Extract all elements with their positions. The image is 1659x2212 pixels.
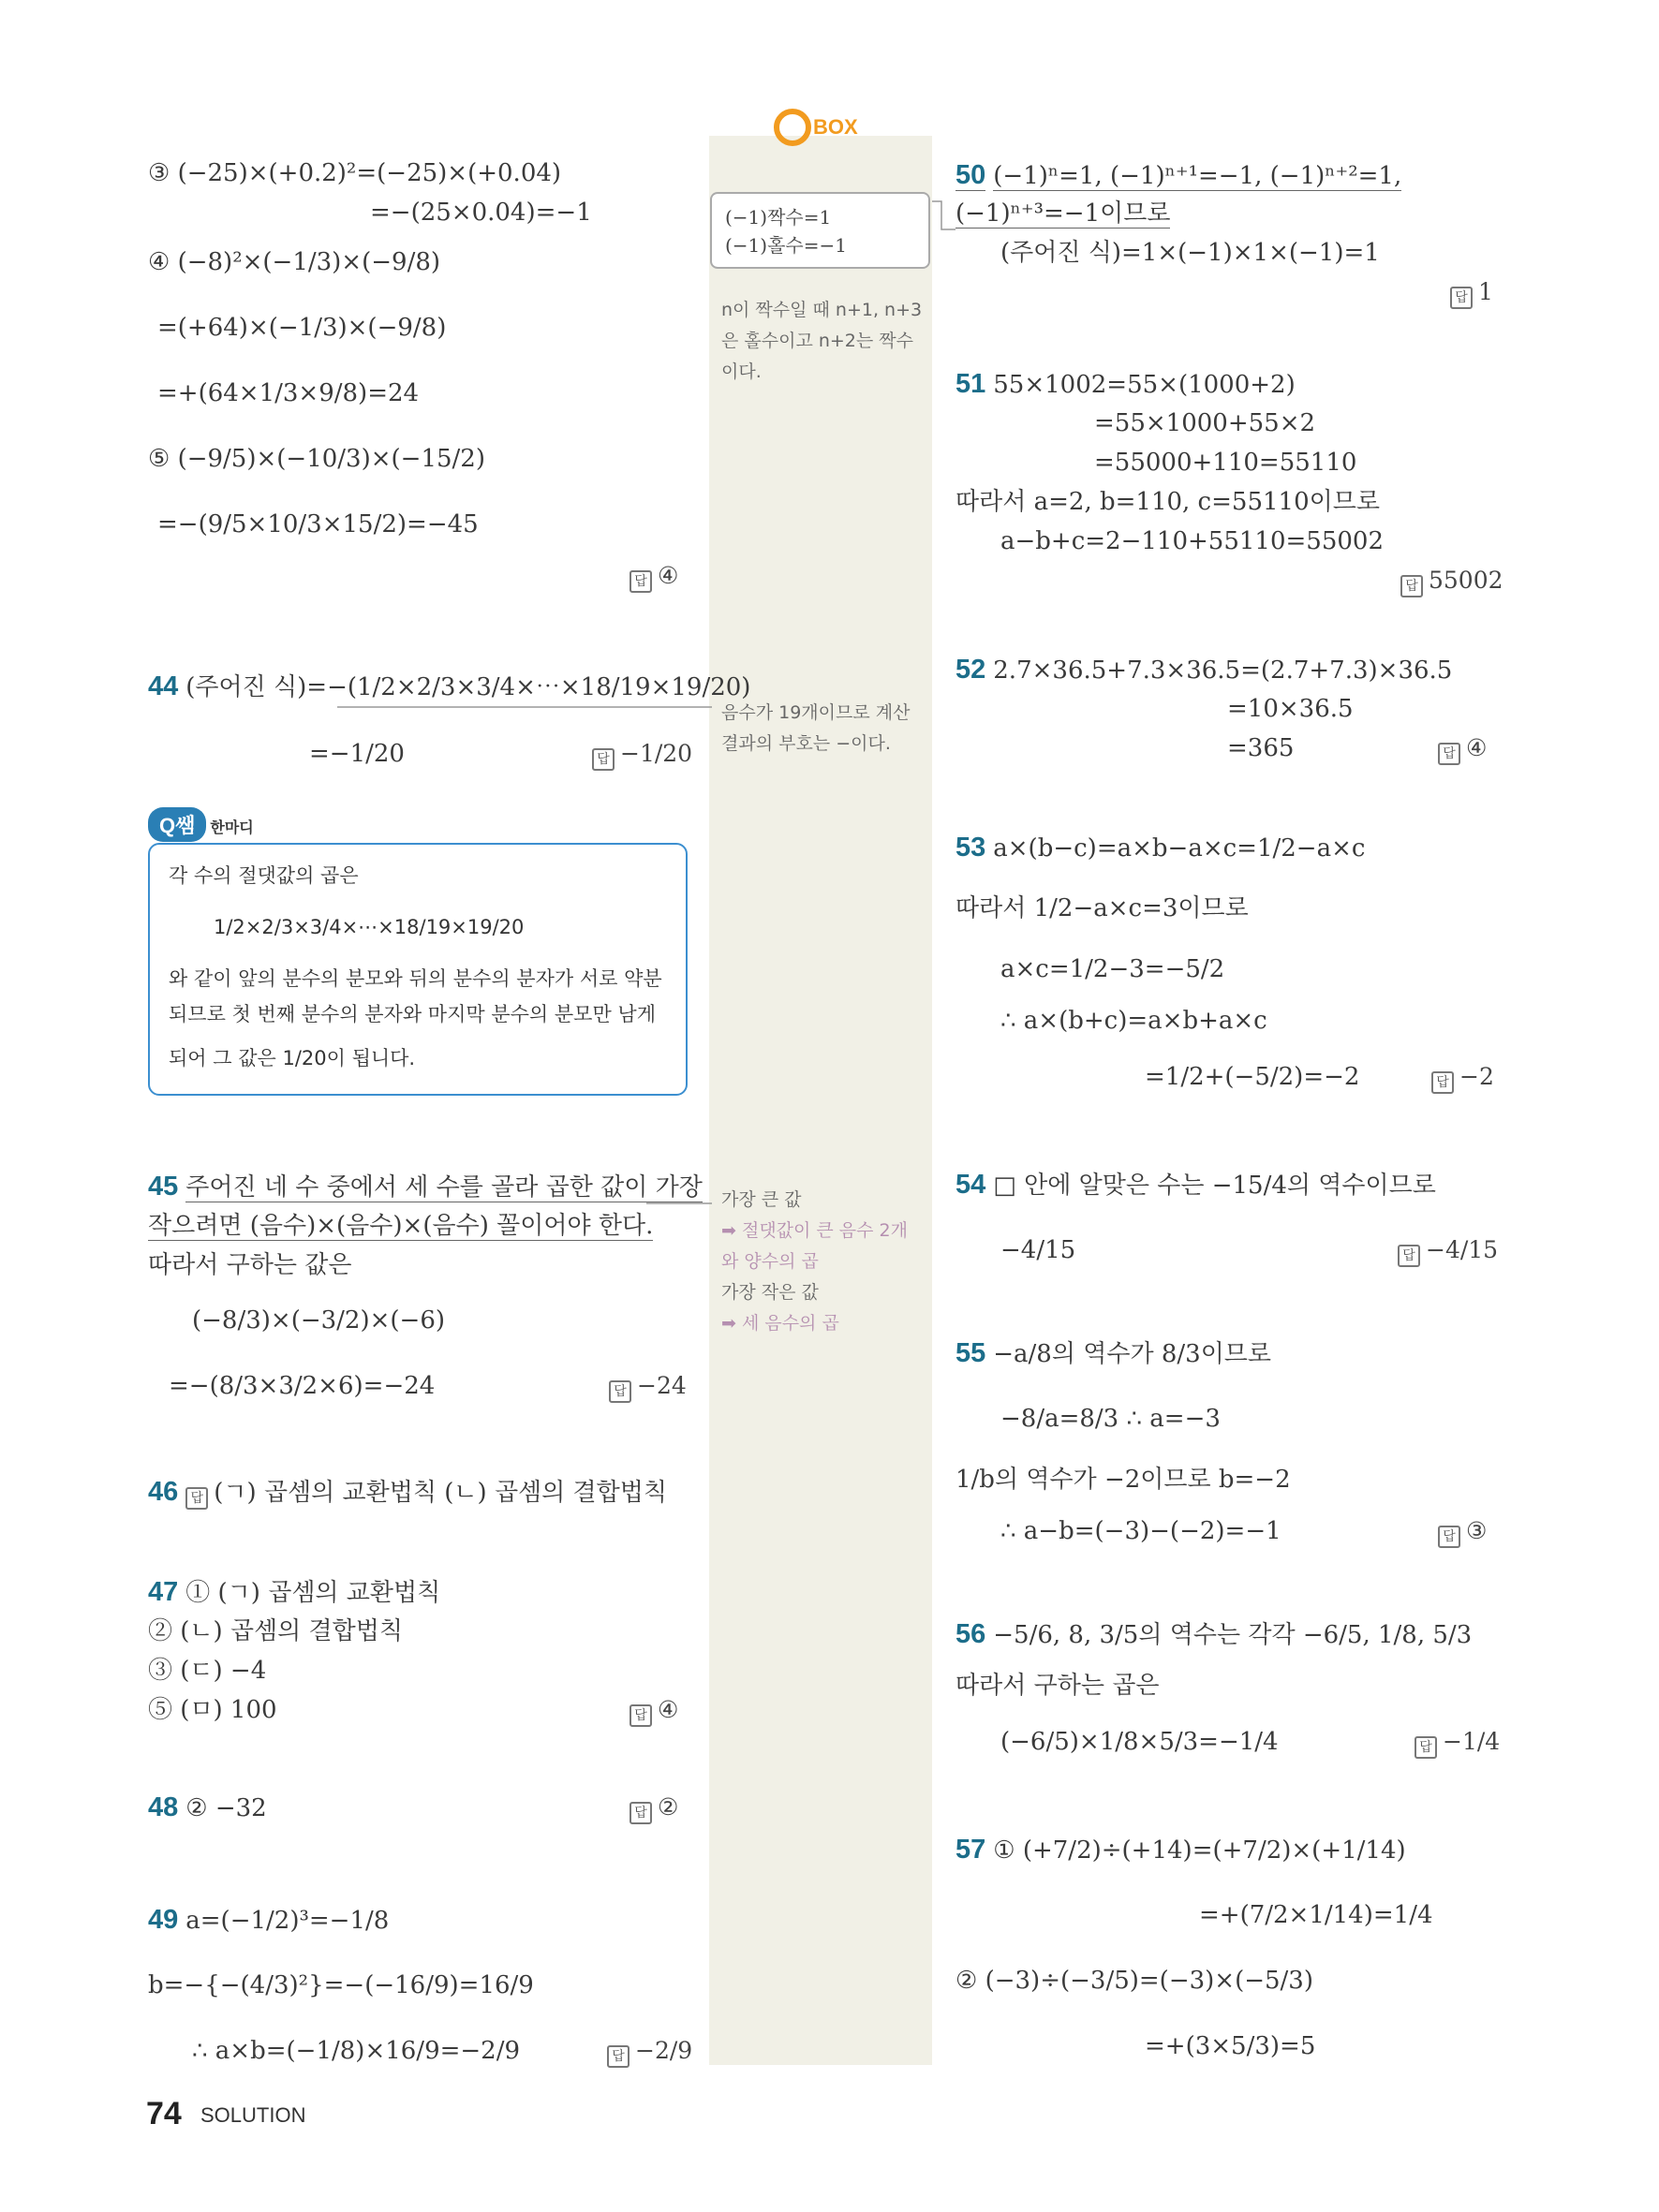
rule-even: (−1)짝수=1 bbox=[725, 206, 832, 229]
rule-odd: (−1)홀수=−1 bbox=[725, 234, 847, 257]
problem-49-line3: ∴ a×b=(−1/8)×16/9=−2/9 bbox=[192, 2037, 521, 2065]
problem-number: 46 bbox=[148, 1477, 179, 1507]
problem-57-line4: =+(3×5/3)=5 bbox=[1145, 2032, 1316, 2060]
answer-45: 답 −24 bbox=[609, 1372, 687, 1403]
p50-text: (−1)ⁿ=1, (−1)ⁿ⁺¹=−1, (−1)ⁿ⁺²=1, bbox=[993, 162, 1402, 190]
problem-45-line5: =−(8/3×3/2×6)=−24 bbox=[169, 1372, 436, 1400]
problem-53-line5: =1/2+(−5/2)=−2 bbox=[1145, 1063, 1360, 1091]
answer-48: 답 ② bbox=[630, 1793, 678, 1824]
problem-57-line2: =+(7/2×1/14)=1/4 bbox=[1199, 1901, 1433, 1929]
p51-text: 55×1002=55×(1000+2) bbox=[993, 371, 1296, 399]
p56-text: −5/6, 8, 3/5의 역수는 각각 −6/5, 1/8, 5/3 bbox=[993, 1621, 1473, 1649]
answer-49: 답 −2/9 bbox=[607, 2037, 692, 2068]
answer-icon: 답 bbox=[630, 1802, 652, 1824]
tip-line5: 되어 그 값은 1/20이 됩니다. bbox=[169, 1047, 416, 1069]
problem-50-line3: (주어진 식)=1×(−1)×1×(−1)=1 bbox=[1000, 239, 1380, 267]
tip-line1: 각 수의 절댓값의 곱은 bbox=[169, 864, 359, 887]
answer-43: 답 ④ bbox=[630, 562, 678, 593]
p53-text: a×(b−c)=a×b−a×c=1/2−a×c bbox=[993, 834, 1366, 863]
problem-47-line3: ③ (ㄷ) −4 bbox=[148, 1657, 267, 1685]
p54-text: □ 안에 알맞은 수는 −15/4의 역수이므로 bbox=[993, 1172, 1436, 1200]
problem-52-line3: =365 bbox=[1227, 734, 1295, 762]
tip-line4: 되므로 첫 번째 분수의 분자와 마지막 분수의 분모만 남게 bbox=[169, 1003, 656, 1025]
problem-number: 54 bbox=[955, 1170, 986, 1200]
problem-53-line4: ∴ a×(b+c)=a×b+a×c bbox=[1000, 1007, 1267, 1035]
problem-number: 44 bbox=[148, 671, 179, 701]
answer-icon: 답 bbox=[607, 2045, 630, 2068]
p43-line7: =−(9/5×10/3×15/2)=−45 bbox=[157, 510, 479, 538]
p43-line2: =−(25×0.04)=−1 bbox=[370, 199, 592, 227]
problem-47-line4: ⑤ (ㅁ) 100 bbox=[148, 1696, 277, 1724]
problem-51-line4: 따라서 a=2, b=110, c=55110이므로 bbox=[955, 488, 1380, 516]
answer-icon: 답 bbox=[630, 570, 652, 593]
answer-icon: 답 bbox=[1400, 575, 1423, 597]
p46-text: (ㄱ) 곱셈의 교환법칙 (ㄴ) 곱셈의 결합법칙 bbox=[214, 1479, 668, 1507]
problem-number: 45 bbox=[148, 1172, 179, 1202]
problem-number: 50 bbox=[955, 160, 986, 190]
problem-number: 55 bbox=[955, 1338, 986, 1368]
tip-line2: 1/2×2/3×3/4×⋯×18/19×19/20 bbox=[214, 916, 525, 938]
answer-55: 답 ③ bbox=[1438, 1517, 1487, 1548]
problem-52-line2: =10×36.5 bbox=[1227, 695, 1354, 723]
problem-55-line2: −8/a=8/3 ∴ a=−3 bbox=[1000, 1405, 1221, 1433]
p52-text: 2.7×36.5+7.3×36.5=(2.7+7.3)×36.5 bbox=[993, 656, 1453, 685]
problem-number: 51 bbox=[955, 369, 986, 399]
problem-51-line3: =55000+110=55110 bbox=[1094, 449, 1357, 477]
problem-number: 47 bbox=[148, 1577, 179, 1607]
p45-text2: 작으려면 (음수)×(음수)×(음수) 꼴이어야 한다. bbox=[148, 1212, 654, 1240]
problem-number: 57 bbox=[955, 1835, 986, 1865]
problem-number: 49 bbox=[148, 1905, 179, 1935]
problem-53-line3: a×c=1/2−3=−5/2 bbox=[1000, 955, 1225, 983]
problem-49-line2: b=−{−(4/3)²}=−(−16/9)=16/9 bbox=[148, 1971, 534, 1999]
note45-d: ➡ 세 음수의 곱 bbox=[721, 1313, 839, 1334]
p43-line1: ③ (−25)×(+0.2)²=(−25)×(+0.04) bbox=[148, 159, 562, 187]
p45-text: 주어진 네 수 중에서 세 수를 골라 곱한 값이 가장 bbox=[185, 1173, 703, 1202]
answer-icon: 답 bbox=[609, 1380, 631, 1403]
problem-57-line3: ② (−3)÷(−3/5)=(−3)×(−5/3) bbox=[955, 1967, 1313, 1995]
problem-54-line2: −4/15 bbox=[1000, 1236, 1076, 1264]
page-number: 74 bbox=[146, 2096, 182, 2131]
answer-54: 답 −4/15 bbox=[1398, 1236, 1498, 1267]
answer-47: 답 ④ bbox=[630, 1696, 678, 1727]
problem-45-line4: (−8/3)×(−3/2)×(−6) bbox=[192, 1306, 446, 1335]
tip-line3: 와 같이 앞의 분수의 분모와 뒤의 분수의 분자가 서로 약분 bbox=[169, 967, 662, 990]
answer-icon: 답 bbox=[1431, 1071, 1454, 1094]
problem-55-line4: ∴ a−b=(−3)−(−2)=−1 bbox=[1000, 1517, 1281, 1545]
answer-icon: 답 bbox=[1438, 1526, 1460, 1548]
p43-line4: =(+64)×(−1/3)×(−9/8) bbox=[157, 314, 447, 342]
problem-number: 53 bbox=[955, 833, 986, 863]
qbox-note-50: n이 짝수일 때 n+1, n+3은 홀수이고 n+2는 짝수이다. bbox=[721, 300, 923, 382]
connector-50 bbox=[932, 201, 955, 229]
p48-text: ② −32 bbox=[185, 1794, 267, 1822]
p50-text2: (−1)ⁿ⁺³=−1이므로 bbox=[955, 199, 1171, 228]
answer-44: 답 −1/20 bbox=[592, 740, 692, 771]
problem-47-line2: ② (ㄴ) 곱셈의 결합법칙 bbox=[148, 1617, 404, 1645]
problem-45-line3: 따라서 구하는 값은 bbox=[148, 1251, 352, 1279]
note45-a: 가장 큰 값 bbox=[721, 1189, 802, 1210]
p47-text: ① (ㄱ) 곱셈의 교환법칙 bbox=[185, 1579, 441, 1607]
answer-icon: 답 bbox=[1398, 1245, 1420, 1267]
problem-51-line2: =55×1000+55×2 bbox=[1094, 409, 1316, 437]
qbox-logo: BOX bbox=[774, 109, 858, 146]
answer-icon: 답 bbox=[1450, 287, 1473, 309]
answer-51: 답 55002 bbox=[1400, 567, 1503, 597]
answer-icon: 답 bbox=[1438, 743, 1460, 765]
footer-label: SOLUTION bbox=[200, 2103, 306, 2127]
p49-text: a=(−1/2)³=−1/8 bbox=[185, 1907, 390, 1935]
problem-55-line3: 1/b의 역수가 −2이므로 b=−2 bbox=[955, 1466, 1291, 1494]
problem-51-line5: a−b+c=2−110+55110=55002 bbox=[1000, 527, 1385, 555]
p43-line3: ④ (−8)²×(−1/3)×(−9/8) bbox=[148, 248, 441, 276]
answer-icon: 답 bbox=[1415, 1736, 1437, 1759]
problem-number: 52 bbox=[955, 655, 986, 685]
problem-number: 56 bbox=[955, 1619, 986, 1649]
p43-line5: =+(64×1/3×9/8)=24 bbox=[157, 379, 420, 407]
answer-icon: 답 bbox=[185, 1487, 208, 1510]
answer-icon: 답 bbox=[592, 748, 615, 771]
p57-text: ① (+7/2)÷(+14)=(+7/2)×(+1/14) bbox=[993, 1836, 1406, 1865]
p43-line6: ⑤ (−9/5)×(−10/3)×(−15/2) bbox=[148, 445, 485, 473]
problem-number: 48 bbox=[148, 1792, 179, 1822]
answer-50: 답 1 bbox=[1450, 278, 1493, 309]
note45-c: 가장 작은 값 bbox=[721, 1282, 819, 1303]
problem-56-line2: 따라서 구하는 곱은 bbox=[955, 1672, 1160, 1700]
tip-badge: Q쌤 bbox=[148, 807, 206, 842]
problem-44-line2: =−1/20 bbox=[309, 740, 405, 768]
p44-text: (주어진 식)=−(1/2×2/3×3/4×⋯×18/19×19/20) bbox=[185, 673, 751, 701]
answer-56: 답 −1/4 bbox=[1415, 1728, 1500, 1759]
qbox-note-44: 음수가 19개이므로 계산 결과의 부호는 −이다. bbox=[721, 702, 911, 754]
p55-text: −a/8의 역수가 8/3이므로 bbox=[993, 1340, 1272, 1368]
problem-53-line2: 따라서 1/2−a×c=3이므로 bbox=[955, 894, 1249, 922]
tip-small: 한마디 bbox=[210, 820, 254, 836]
problem-56-line3: (−6/5)×1/8×5/3=−1/4 bbox=[1000, 1728, 1279, 1756]
note45-b: ➡ 절댓값이 큰 음수 2개와 양수의 곱 bbox=[721, 1220, 908, 1272]
answer-53: 답 −2 bbox=[1431, 1063, 1494, 1094]
answer-52: 답 ④ bbox=[1438, 734, 1487, 765]
answer-icon: 답 bbox=[630, 1704, 652, 1727]
